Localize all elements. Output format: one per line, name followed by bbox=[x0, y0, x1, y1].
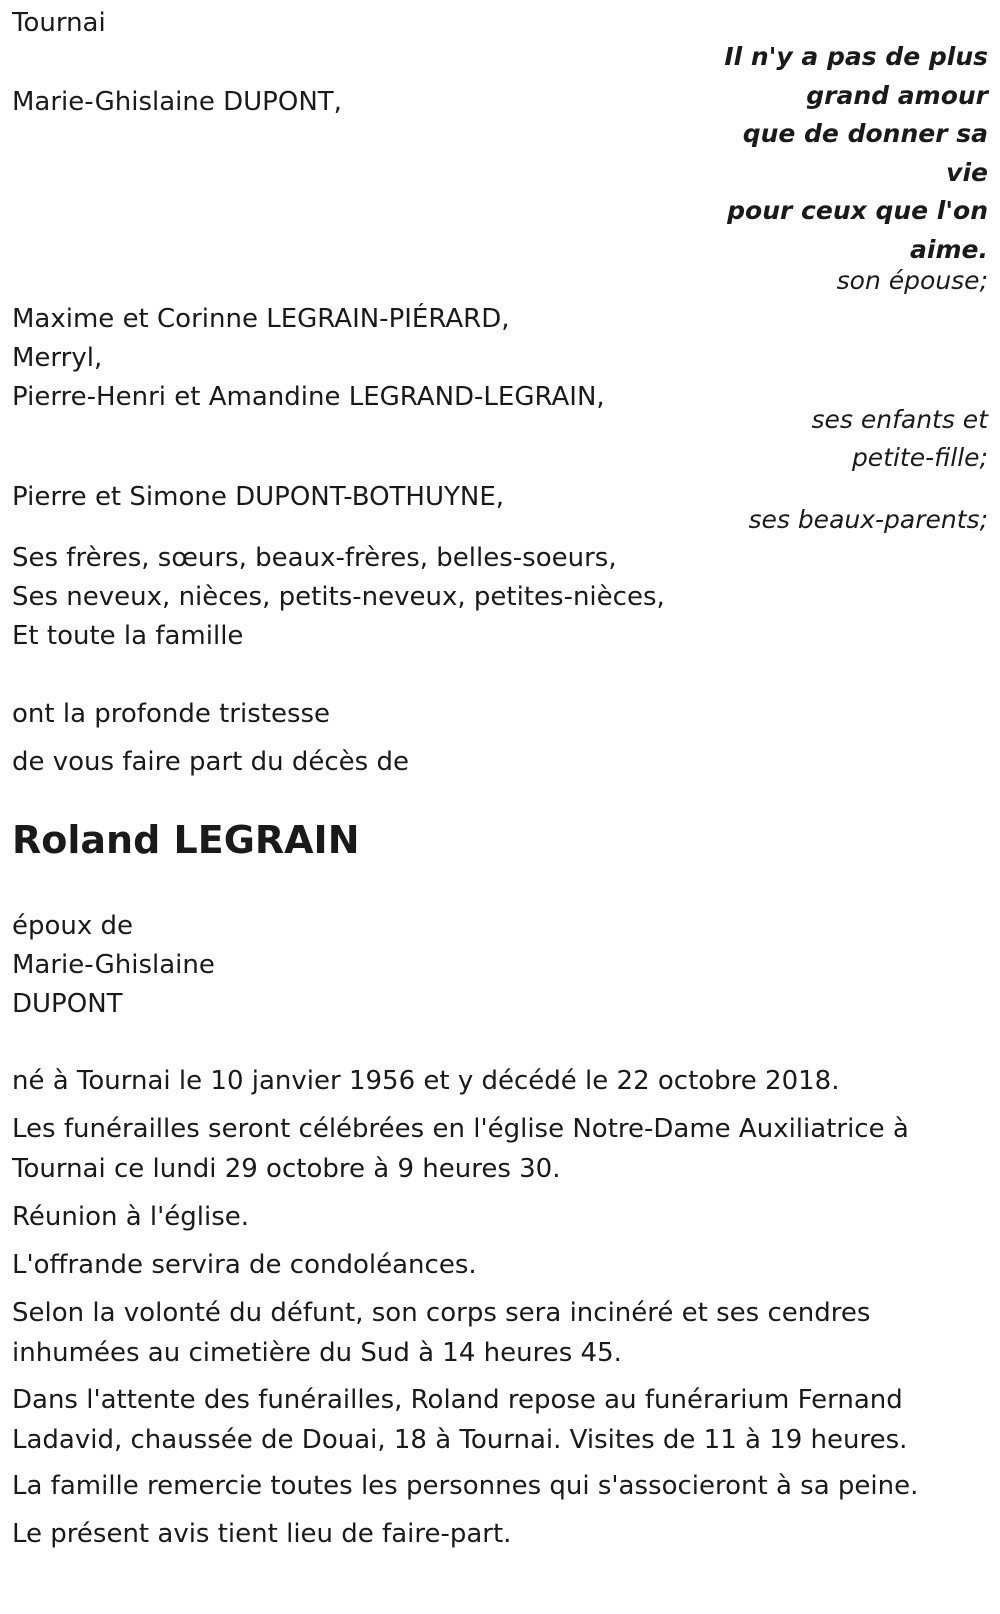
in-laws-role: ses beaux-parents; bbox=[748, 505, 988, 534]
funeral-info: Les funérailles seront célébrées en l'église Notre-Dame Auxiliatrice à Tournai ce lundi 29 octobre à 9 heures 30. bbox=[12, 1114, 909, 1184]
notice-info: Le présent avis tient lieu de faire-part. bbox=[12, 1519, 512, 1549]
relation-line: DUPONT bbox=[12, 989, 123, 1019]
quote-line: aime. bbox=[910, 234, 988, 264]
relation-line: Marie-Ghislaine bbox=[12, 950, 215, 980]
family-line: Et toute la famille bbox=[12, 621, 244, 651]
quote-line: Il n'y a pas de plus bbox=[724, 42, 988, 71]
deceased-name: Roland LEGRAIN bbox=[12, 818, 360, 862]
offering-info: L'offrande servira de condoléances. bbox=[12, 1250, 477, 1280]
child-name: Merryl, bbox=[12, 343, 103, 373]
spouse-name: Marie-Ghislaine DUPONT, bbox=[12, 87, 342, 117]
announcement-line: ont la profonde tristesse bbox=[12, 699, 331, 729]
child-name: Maxime et Corinne LEGRAIN-PIÉRARD, bbox=[12, 304, 510, 334]
in-laws-name: Pierre et Simone DUPONT-BOTHUYNE, bbox=[12, 482, 505, 512]
quote-line: grand amour bbox=[806, 80, 988, 110]
spouse-role: son épouse; bbox=[836, 266, 988, 295]
quote-line: pour ceux que l'on bbox=[727, 196, 988, 225]
children-role: ses enfants et bbox=[811, 405, 988, 434]
city: Tournai bbox=[12, 8, 106, 38]
visitation-info: Dans l'attente des funérailles, Roland repose au funérarium Fernand Ladavid, chaussée de Douai, 18 à Tournai. Visites de 11 à 19 heures. bbox=[12, 1385, 908, 1455]
quote-line: vie bbox=[946, 157, 988, 187]
birth-death-info: né à Tournai le 10 janvier 1956 et y décédé le 22 octobre 2018. bbox=[12, 1066, 840, 1096]
family-line: Ses frères, sœurs, beaux-frères, belles-soeurs, bbox=[12, 543, 617, 573]
thanks-info: La famille remercie toutes les personnes qui s'associeront à sa peine. bbox=[12, 1471, 919, 1501]
cremation-info: Selon la volonté du défunt, son corps sera incinéré et ses cendres inhumées au cimetière du Sud à 14 heures 45. bbox=[12, 1298, 871, 1368]
child-name: Pierre-Henri et Amandine LEGRAND-LEGRAIN, bbox=[12, 382, 605, 412]
epigraph-quote bbox=[724, 38, 988, 269]
family-line: Ses neveux, nièces, petits-neveux, petites-nièces, bbox=[12, 582, 665, 612]
children-role: petite-fille; bbox=[851, 443, 988, 472]
announcement-line: de vous faire part du décès de bbox=[12, 747, 409, 777]
relation-line: époux de bbox=[12, 911, 134, 941]
meeting-info: Réunion à l'église. bbox=[12, 1202, 250, 1232]
quote-line: que de donner sa bbox=[742, 119, 988, 148]
